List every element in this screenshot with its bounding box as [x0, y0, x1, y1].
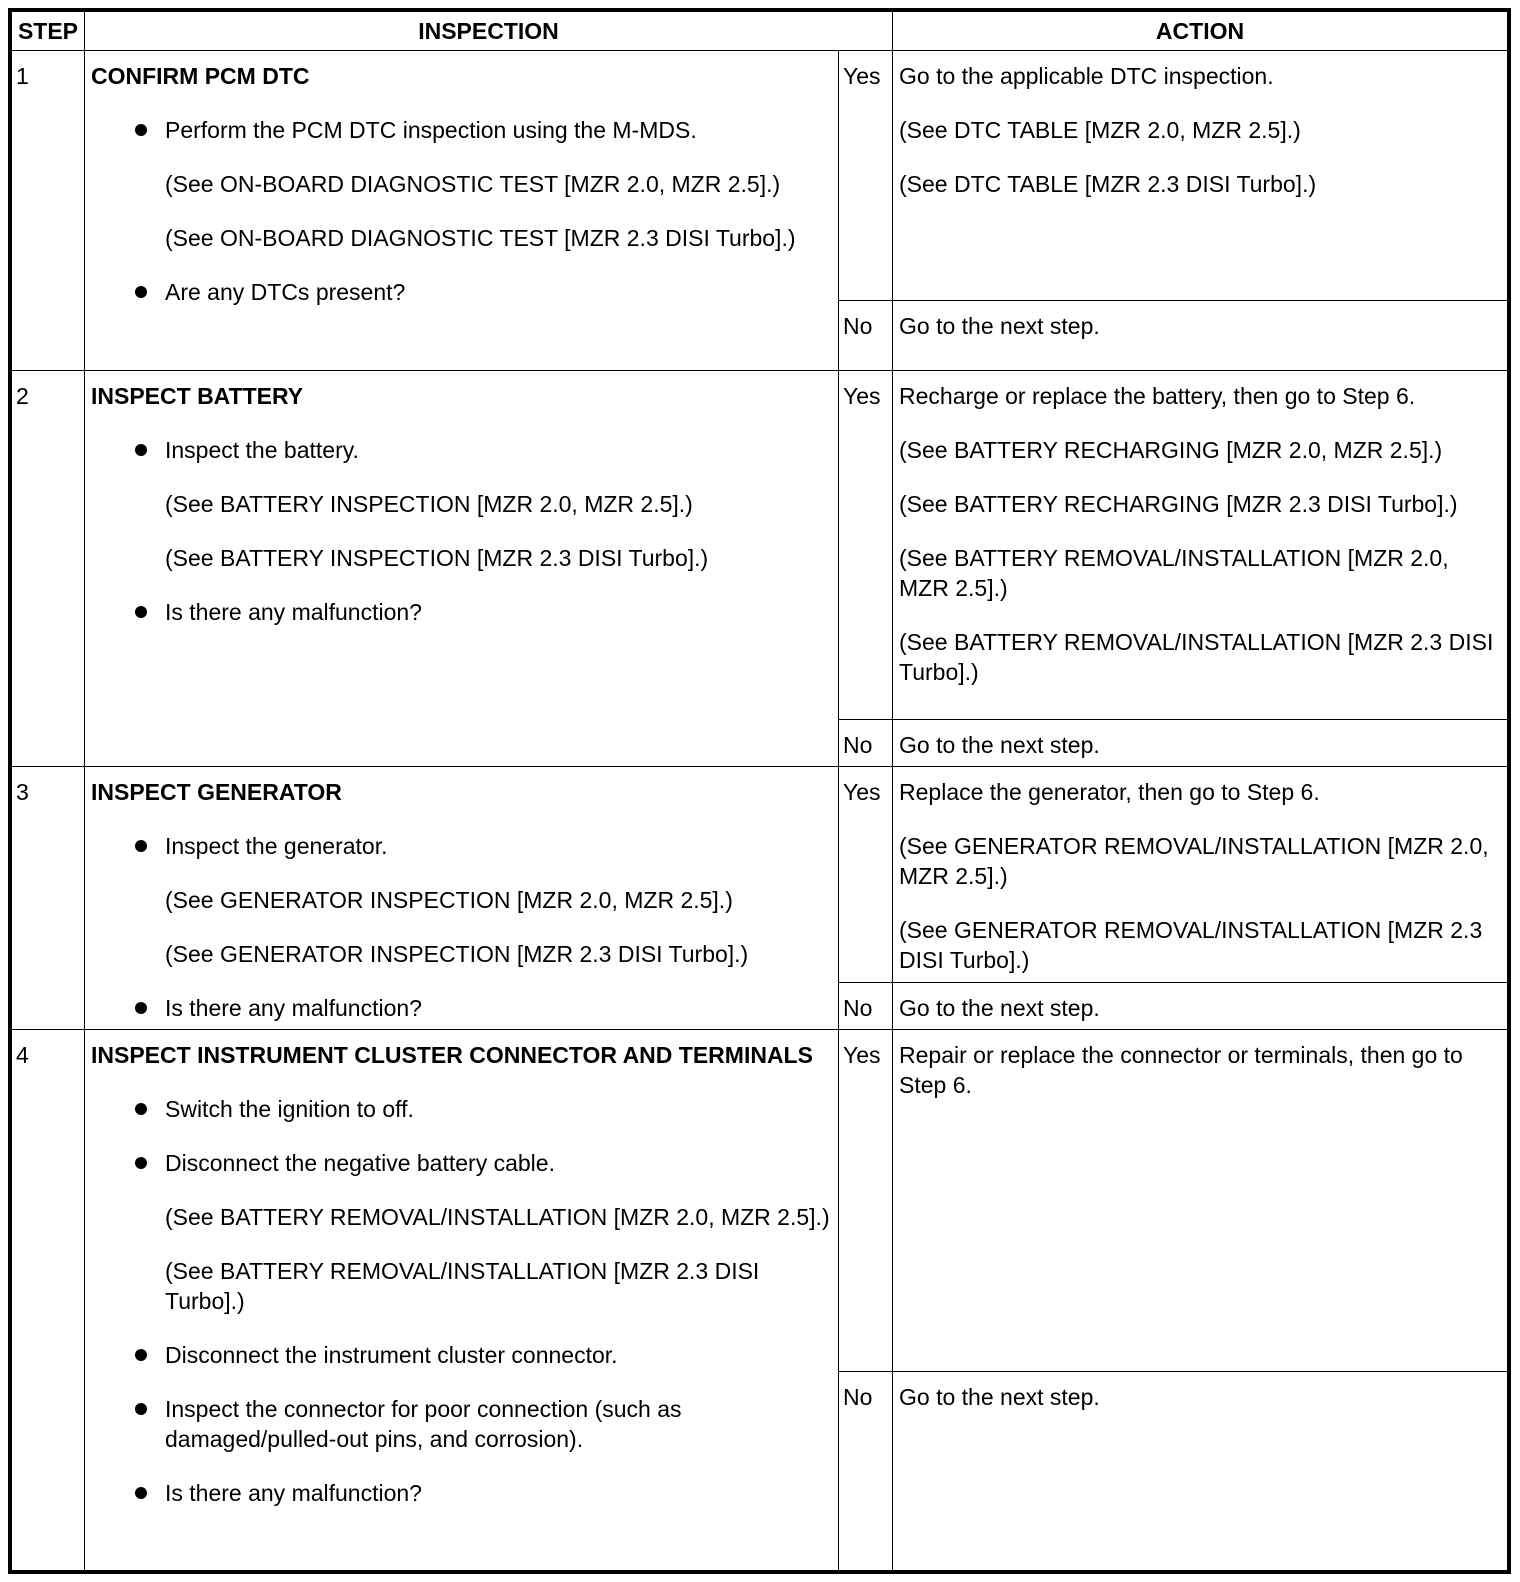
- reference-text: (See BATTERY INSPECTION [MZR 2.3 DISI Turbo].): [165, 545, 709, 571]
- bullet-item: Disconnect the negative battery cable.: [91, 1148, 832, 1178]
- bullet-item: Are any DTCs present?: [91, 277, 832, 307]
- step-title: INSPECT INSTRUMENT CLUSTER CONNECTOR AND TERMINALS: [91, 1042, 813, 1068]
- reference-text: (See BATTERY REMOVAL/INSTALLATION [MZR 2.3 DISI Turbo].): [165, 1258, 760, 1314]
- no-action-cell: [893, 983, 1508, 1030]
- reference-text: (See BATTERY INSPECTION [MZR 2.0, MZR 2.5].): [165, 491, 693, 517]
- table-row: [12, 51, 1508, 301]
- bullet-item: Inspect the connector for poor connection (such as damaged/pulled-out pins, and corrosion).: [91, 1394, 832, 1454]
- yes-action-cell: [893, 371, 1508, 720]
- diagnostic-procedure-page: [8, 8, 1511, 1574]
- yes-action-cell: [893, 767, 1508, 983]
- inspection-table: [11, 11, 1508, 1571]
- step-number: 1: [12, 51, 85, 371]
- no-label: No: [839, 301, 893, 371]
- no-action-cell: [893, 720, 1508, 767]
- action-text: Go to the applicable DTC inspection.: [899, 63, 1274, 89]
- reference-text: (See ON-BOARD DIAGNOSTIC TEST [MZR 2.0, MZR 2.5].): [165, 171, 781, 197]
- yes-label: Yes: [839, 51, 893, 301]
- yes-action-cell: [893, 1030, 1508, 1372]
- reference-text: (See DTC TABLE [MZR 2.0, MZR 2.5].): [899, 117, 1301, 143]
- step-number: 4: [12, 1030, 85, 1571]
- bullet-item: Inspect the battery.: [91, 435, 832, 465]
- reference-text: (See BATTERY RECHARGING [MZR 2.0, MZR 2.5].): [899, 437, 1443, 463]
- header-step: STEP: [12, 12, 85, 51]
- action-text: Replace the generator, then go to Step 6.: [899, 779, 1320, 805]
- reference-text: (See BATTERY RECHARGING [MZR 2.3 DISI Turbo].): [899, 491, 1458, 517]
- header-inspection: INSPECTION: [85, 12, 893, 51]
- step-title: INSPECT GENERATOR: [91, 779, 342, 805]
- step-title: INSPECT BATTERY: [91, 383, 304, 409]
- bullet-item: Is there any malfunction?: [91, 993, 832, 1023]
- inspection-cell: [85, 51, 839, 371]
- yes-label: Yes: [839, 371, 893, 720]
- inspection-cell: [85, 767, 839, 1030]
- action-text: Go to the next step.: [899, 1384, 1100, 1410]
- reference-text: (See GENERATOR REMOVAL/INSTALLATION [MZR 2.0, MZR 2.5].): [899, 833, 1489, 889]
- action-text: Go to the next step.: [899, 995, 1100, 1021]
- action-text: Go to the next step.: [899, 313, 1100, 339]
- step-title: CONFIRM PCM DTC: [91, 63, 310, 89]
- step-number: 2: [12, 371, 85, 767]
- step-number: 3: [12, 767, 85, 1030]
- reference-text: (See BATTERY REMOVAL/INSTALLATION [MZR 2.0, MZR 2.5].): [899, 545, 1449, 601]
- action-text: Go to the next step.: [899, 732, 1100, 758]
- table-row: [12, 371, 1508, 720]
- inspection-cell: [85, 1030, 839, 1571]
- bullet-item: Is there any malfunction?: [91, 1478, 832, 1508]
- reference-text: (See DTC TABLE [MZR 2.3 DISI Turbo].): [899, 171, 1317, 197]
- bullet-item: Is there any malfunction?: [91, 597, 832, 627]
- action-text: Recharge or replace the battery, then go to Step 6.: [899, 383, 1416, 409]
- bullet-item: Disconnect the instrument cluster connector.: [91, 1340, 832, 1370]
- no-action-cell: [893, 301, 1508, 371]
- no-label: No: [839, 720, 893, 767]
- reference-text: (See GENERATOR INSPECTION [MZR 2.0, MZR 2.5].): [165, 887, 733, 913]
- inspection-cell: [85, 371, 839, 767]
- reference-text: (See GENERATOR REMOVAL/INSTALLATION [MZR 2.3 DISI Turbo].): [899, 917, 1483, 973]
- table-row: [12, 767, 1508, 983]
- no-label: No: [839, 983, 893, 1030]
- yes-label: Yes: [839, 767, 893, 983]
- table-header-row: [12, 12, 1508, 51]
- bullet-item: Inspect the generator.: [91, 831, 832, 861]
- yes-label: Yes: [839, 1030, 893, 1372]
- no-label: No: [839, 1372, 893, 1571]
- reference-text: (See ON-BOARD DIAGNOSTIC TEST [MZR 2.3 DISI Turbo].): [165, 225, 796, 251]
- header-action: ACTION: [893, 12, 1508, 51]
- bullet-item: Perform the PCM DTC inspection using the M-MDS.: [91, 115, 832, 145]
- reference-text: (See BATTERY REMOVAL/INSTALLATION [MZR 2.0, MZR 2.5].): [165, 1204, 830, 1230]
- action-text: Repair or replace the connector or terminals, then go to Step 6.: [899, 1042, 1463, 1098]
- bullet-item: Switch the ignition to off.: [91, 1094, 832, 1124]
- no-action-cell: [893, 1372, 1508, 1571]
- table-row: [12, 1030, 1508, 1372]
- reference-text: (See BATTERY REMOVAL/INSTALLATION [MZR 2.3 DISI Turbo].): [899, 629, 1494, 685]
- yes-action-cell: [893, 51, 1508, 301]
- reference-text: (See GENERATOR INSPECTION [MZR 2.3 DISI Turbo].): [165, 941, 749, 967]
